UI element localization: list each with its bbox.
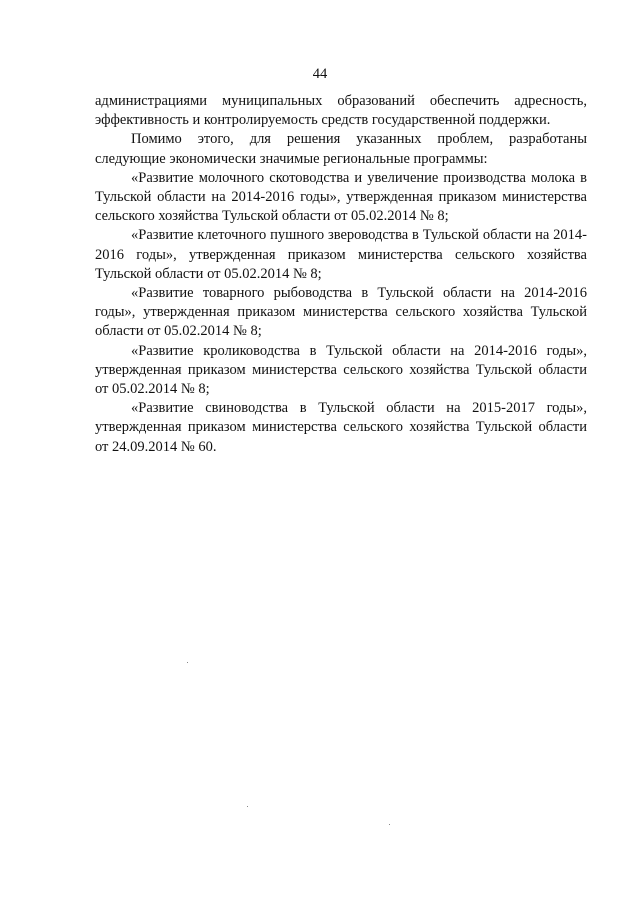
paragraph-program-rabbit: «Развитие кролиководства в Тульской области на 2014-2016 годы», утвержденная приказом министерства сельского хозяйства Тульской области от 05.02.2014 № 8; [95, 342, 587, 398]
paragraph-program-fish: «Развитие товарного рыбоводства в Тульской области на 2014-2016 годы», утвержденная приказом министерства сельского хозяйства Тульской области от 05.02.2014 № 8; [95, 285, 587, 340]
scan-speck [389, 824, 390, 825]
paragraph-program-pig: «Развитие свиноводства в Тульской области на 2015-2017 годы», утвержденная приказом министерства сельского хозяйства Тульской области от 24.09.2014 № 60. [95, 400, 587, 455]
scan-speck [247, 806, 248, 807]
paragraph-continuation: администрациями муниципальных образований обеспечить адресность, эффективность и контролируемость средств государственной поддержки. [95, 93, 587, 129]
paragraph-intro: Помимо этого, для решения указанных проблем, разработаны следующие экономически значимые региональные программы: [95, 131, 587, 167]
paragraph-program-dairy: «Развитие молочного скотоводства и увеличение производства молока в Тульской области на 2014-2016 годы», утвержденная приказом министерства сельского хозяйства Тульской области от 05.02.2014 № 8; [95, 169, 587, 225]
page-number: 44 [312, 66, 328, 82]
paragraph-program-fur: «Развитие клеточного пушного звероводства в Тульской области на 2014-2016 годы», утвержденная приказом министерства сельского хозяйства Тульской области от 05.02.2014 № 8; [95, 227, 587, 282]
scan-speck [187, 662, 188, 663]
body-text [95, 92, 587, 457]
